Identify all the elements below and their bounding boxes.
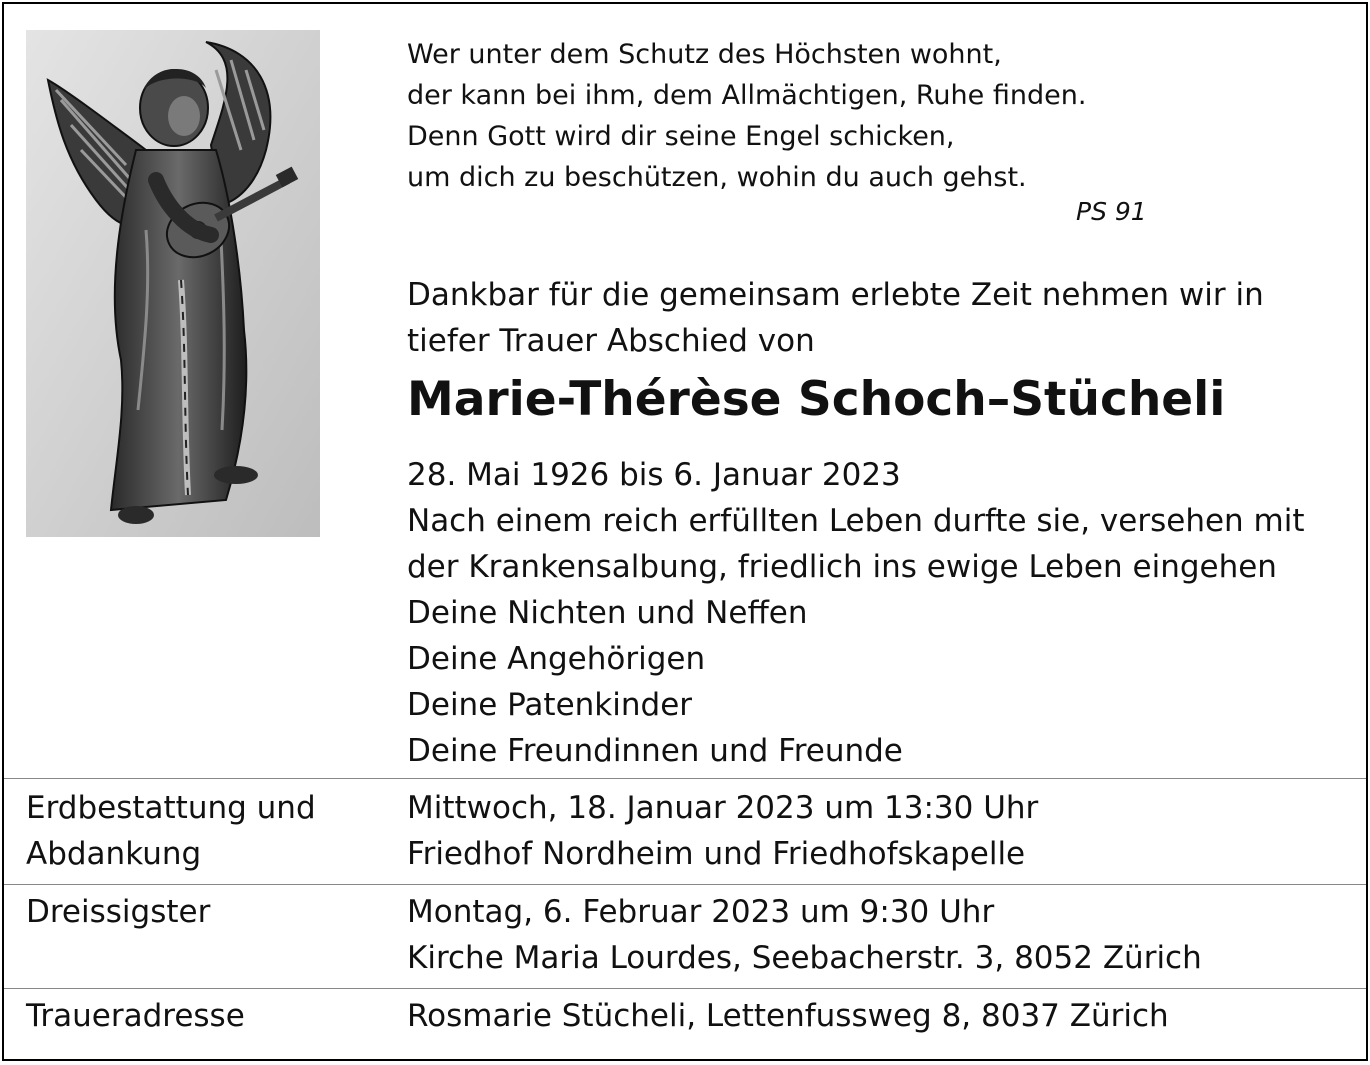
verse-line: Denn Gott wird dir seine Engel schicken, [407, 121, 955, 152]
mourner-line: Deine Nichten und Neffen [407, 595, 808, 631]
verse-reference: PS 91 [1076, 197, 1147, 226]
life-dates: 28. Mai 1926 bis 6. Januar 2023 [407, 457, 901, 493]
details-line: der Krankensalbung, friedlich ins ewige Leben eingehen [407, 549, 1277, 585]
event-row-burial [4, 778, 1366, 884]
event-label-line: Dreissigster [26, 894, 211, 930]
intro-line: tiefer Trauer Abschied von [407, 323, 815, 359]
event-label-line: Traueradresse [26, 998, 245, 1034]
angel-with-lute-icon [26, 30, 320, 537]
event-label-line: Erdbestattung und [26, 790, 316, 826]
intro-text [407, 272, 1347, 364]
obituary-notice [2, 2, 1368, 1061]
event-value-line: Kirche Maria Lourdes, Seebacherstr. 3, 8052 Zürich [407, 940, 1202, 976]
event-value-line: Mittwoch, 18. Januar 2023 um 13:30 Uhr [407, 790, 1039, 826]
event-value-line: Montag, 6. Februar 2023 um 9:30 Uhr [407, 894, 995, 930]
mourner-line: Deine Patenkinder [407, 687, 693, 723]
event-value-line: Friedhof Nordheim und Friedhofskapelle [407, 836, 1026, 872]
event-label-line: Abdankung [26, 836, 202, 872]
verse-line: der kann bei ihm, dem Allmächtigen, Ruhe finden. [407, 80, 1087, 111]
event-value [407, 889, 1202, 981]
mourner-line: Deine Angehörigen [407, 641, 706, 677]
event-value [407, 993, 1169, 1039]
deceased-name: Marie-Thérèse Schoch–Stücheli [407, 372, 1226, 427]
event-label [26, 993, 245, 1039]
event-row-dreissigster [4, 884, 1366, 988]
details-line: Nach einem reich erfüllten Leben durfte sie, versehen mit [407, 503, 1305, 539]
event-label [26, 889, 210, 935]
verse-line: um dich zu beschützen, wohin du auch gehst. [407, 162, 1027, 193]
event-value-line: Rosmarie Stücheli, Lettenfussweg 8, 8037 Zürich [407, 998, 1169, 1034]
mourner-line: Deine Freundinnen und Freunde [407, 733, 903, 769]
bible-verse [407, 34, 1086, 198]
event-value [407, 785, 1038, 877]
event-label [26, 785, 316, 877]
event-row-traueradresse [4, 988, 1366, 1059]
intro-line: Dankbar für die gemeinsam erlebte Zeit nehmen wir in [407, 277, 1264, 313]
angel-illustration [26, 30, 320, 537]
details-text [407, 452, 1305, 774]
verse-line: Wer unter dem Schutz des Höchsten wohnt, [407, 39, 1002, 70]
